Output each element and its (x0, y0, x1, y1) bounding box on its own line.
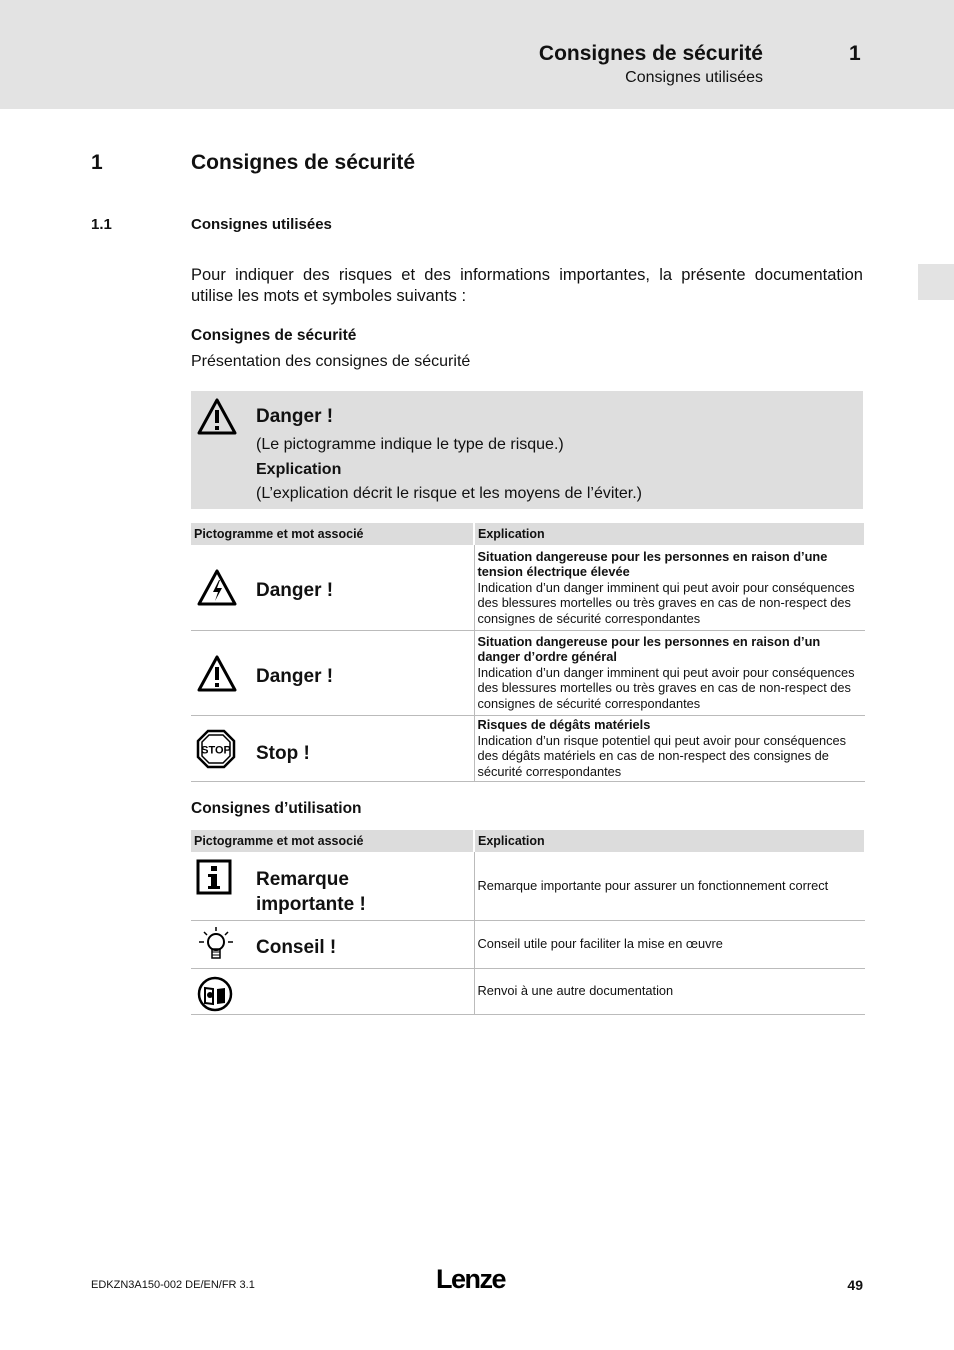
subsection-number: 1.1 (91, 216, 112, 233)
explanation-text: Remarque importante pour assurer un fonctionnement correct (477, 878, 829, 893)
subsection-title: Consignes utilisées (191, 216, 332, 233)
table-row (191, 920, 865, 968)
explanation-cell (474, 920, 865, 968)
table-row (191, 545, 865, 630)
info-icon (196, 859, 232, 895)
signal-word: Stop ! (256, 742, 310, 764)
pictogram-cell (191, 715, 474, 781)
warning-triangle-icon (196, 654, 238, 694)
safety-heading: Consignes de sécurité (191, 327, 357, 344)
chapter-tab-marker (918, 264, 954, 300)
column-header: Pictogramme et mot associé (191, 830, 474, 852)
usage-table (191, 830, 866, 1015)
explanation-text: Indication d’un danger imminent qui peut avoir pour conséquences des blessures mortelles ou très graves en cas de non-respect des consignes de sécurité correspondantes (477, 664, 855, 711)
explanation-cell (474, 545, 865, 630)
pictogram-cell (191, 852, 474, 920)
stop-icon-text: STOP (201, 744, 231, 756)
signal-word-line2: importante ! (256, 894, 366, 915)
usage-heading: Consignes d’utilisation (191, 800, 362, 817)
pictogram-cell (191, 968, 474, 1014)
column-header: Explication (474, 830, 865, 852)
column-header: Pictogramme et mot associé (191, 523, 474, 545)
column-header: Explication (474, 523, 865, 545)
explanation-cell (474, 630, 865, 715)
table-row (191, 968, 865, 1014)
signal-word-line1: Remarque (256, 869, 349, 890)
header-chapter-number: 1 (849, 42, 861, 65)
table-header-row (191, 523, 865, 545)
explanation-title: Situation dangereuse pour les personnes en raison d’un danger d’ordre général (477, 633, 821, 665)
danger-box-title: Danger ! (256, 406, 334, 427)
explanation-cell (474, 852, 865, 920)
signal-word: Conseil ! (256, 936, 337, 958)
table-row (191, 630, 865, 715)
explanation-title: Situation dangereuse pour les personnes en raison d’une tension électrique élevée (477, 548, 828, 579)
lightbulb-icon (196, 925, 236, 965)
signal-word: Danger ! (256, 580, 334, 601)
safety-text: Présentation des consignes de sécurité (191, 353, 471, 370)
safety-table (191, 523, 866, 782)
table-row (191, 715, 865, 781)
header-subtitle: Consignes utilisées (625, 69, 763, 86)
book-reference-icon (196, 975, 234, 1013)
explanation-text: Renvoi à une autre documentation (477, 983, 674, 999)
explanation-text: Indication d’un danger imminent qui peut avoir pour conséquences des blessures mortelles ou très graves en cas de non-respect des consignes de sécurité correspondantes (477, 579, 855, 626)
table-header-row (191, 830, 865, 852)
danger-box-subtitle: Explication (256, 461, 342, 478)
section-number: 1 (91, 151, 103, 174)
header-title: Consignes de sécurité (538, 42, 763, 65)
electric-hazard-icon (196, 568, 238, 608)
footer-doc-id: EDKZN3A150-002 DE/EN/FR 3.1 (91, 1279, 255, 1291)
pictogram-cell (191, 545, 474, 630)
explanation-cell (474, 715, 865, 781)
explanation-cell (474, 968, 865, 1014)
page-header-band (0, 0, 954, 109)
danger-box-line1: (Le pictogramme indique le type de risque.) (256, 436, 564, 453)
pictogram-cell (191, 630, 474, 715)
danger-box-line2: (L’explication décrit le risque et les moyens de l’éviter.) (256, 485, 642, 502)
table-row (191, 852, 865, 920)
signal-word: Danger ! (256, 665, 334, 687)
page-number: 49 (847, 1277, 863, 1293)
warning-triangle-icon (196, 397, 238, 437)
explanation-text: Indication d’un risque potentiel qui peut avoir pour conséquences des dégâts matériels en cas de non-respect des consignes de sécurité correspondantes (477, 732, 847, 779)
explanation-text: Conseil utile pour faciliter la mise en œuvre (477, 936, 723, 952)
explanation-title: Risques de dégâts matériels (477, 717, 651, 732)
intro-paragraph: Pour indiquer des risques et des informations importantes, la présente documentation utilise les mots et symboles suivants : (191, 266, 863, 305)
stop-sign-icon (196, 729, 236, 769)
pictogram-cell (191, 920, 474, 968)
lenze-logo-text: Lenze (436, 1264, 506, 1294)
lenze-logo (436, 1262, 516, 1294)
section-title: Consignes de sécurité (191, 151, 416, 174)
